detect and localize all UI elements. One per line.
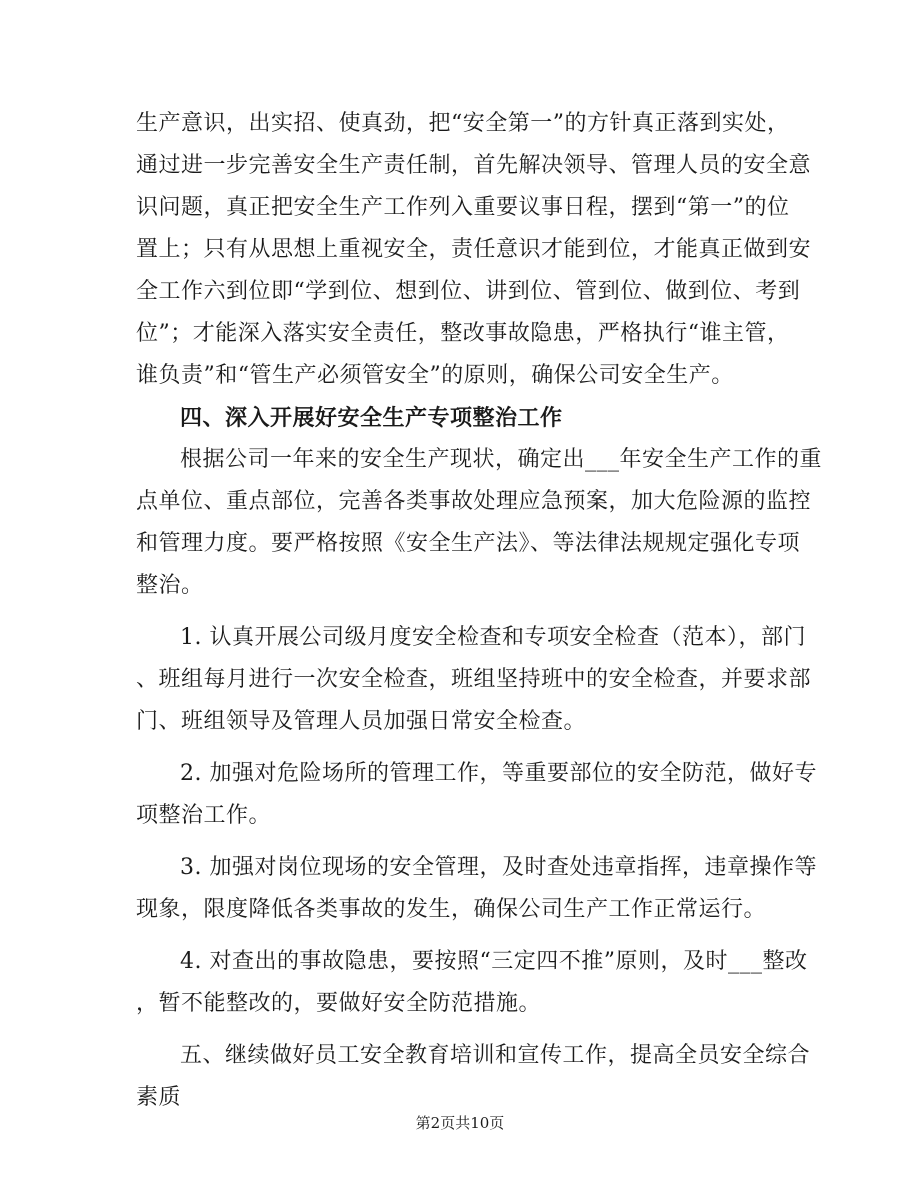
list-item-line: 现象，限度降低各类事故的发生，确保公司生产工作正常运行。 <box>136 897 767 922</box>
section-heading: 五、继续做好员工安全教育培训和宣传工作，提高全员安全综合 <box>180 1043 811 1068</box>
paragraph-line: 点单位、重点部位，完善各类事故处理应急预案，加大危险源的监控 <box>136 489 812 514</box>
section-heading-continued: 素质 <box>136 1085 182 1110</box>
paragraph-line: 全工作六到位即“学到位、想到位、讲到位、管到位、做到位、考到 <box>136 279 801 304</box>
section-heading: 四、深入开展好安全生产专项整治工作 <box>180 405 563 431</box>
list-item-line: 1. 认真开展公司级月度安全检查和专项安全检查（范本），部门 <box>180 625 806 650</box>
paragraph-line: 谁负责”和“管生产必须管安全”的原则，确保公司安全生产。 <box>136 363 734 388</box>
list-item-line: ，暂不能整改的，要做好安全防范措施。 <box>136 991 542 1016</box>
paragraph-line: 整治。 <box>136 573 204 598</box>
list-item-line: 项整治工作。 <box>136 803 272 828</box>
paragraph-line: 置上；只有从思想上重视安全，责任意识才能到位，才能真正做到安 <box>136 237 812 262</box>
list-item-line: 3. 加强对岗位现场的安全管理，及时查处违章指挥，违章操作等 <box>180 855 817 880</box>
paragraph-line: 位”；才能深入落实安全责任，整改事故隐患，严格执行“谁主管， <box>136 321 790 346</box>
paragraph-line: 通过进一步完善安全生产责任制，首先解决领导、管理人员的安全意 <box>136 153 812 178</box>
paragraph-line: 和管理力度。要严格按照《安全生产法》、等法律法规规定强化专项 <box>136 531 801 556</box>
paragraph-line: 识问题，真正把安全生产工作列入重要议事日程，摆到“第一”的位 <box>136 195 790 220</box>
paragraph-line: 根据公司一年来的安全生产现状，确定出___年安全生产工作的重 <box>180 447 823 472</box>
list-item-line: 、班组每月进行一次安全检查，班组坚持班中的安全检查，并要求部 <box>136 667 812 692</box>
paragraph-line: 生产意识，出实招、使真劲，把“安全第一”的方针真正落到实处， <box>136 111 790 136</box>
page-number-footer: 第2页共10页 <box>415 1114 505 1132</box>
list-item-line: 门、班组领导及管理人员加强日常安全检查。 <box>136 709 587 734</box>
list-item-line: 4. 对查出的事故隐患，要按照“三定四不推”原则，及时___整改 <box>180 949 808 974</box>
list-item-line: 2. 加强对危险场所的管理工作，等重要部位的安全防范，做好专 <box>180 761 817 786</box>
